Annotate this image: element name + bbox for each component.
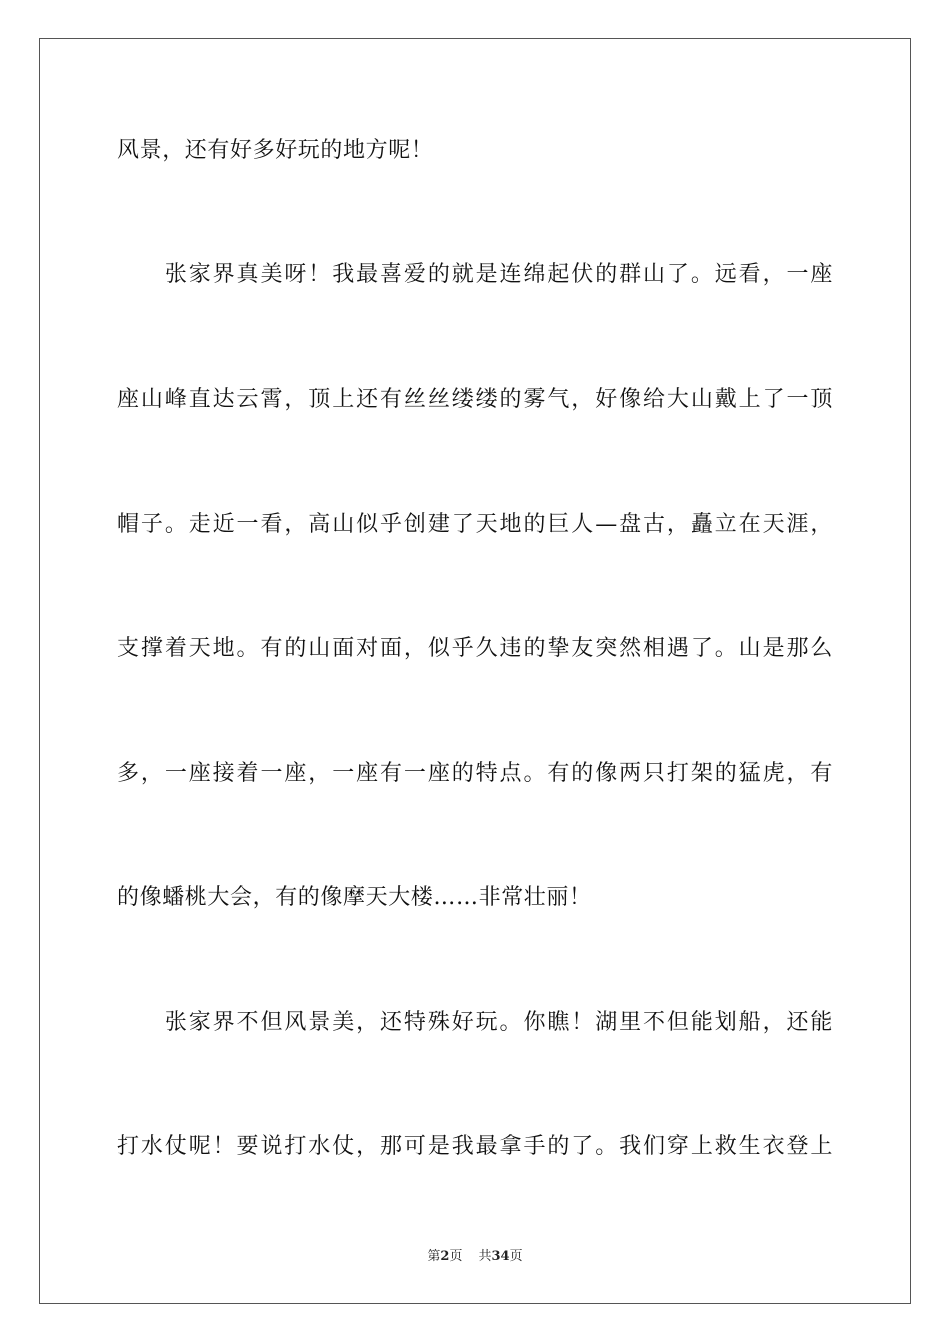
text-line-9: 打水仗呢！要说打水仗，那可是我最拿手的了。我们穿上救生衣登上 <box>117 1134 833 1159</box>
footer-page-prefix: 第 <box>427 1249 441 1264</box>
text-line-3: 座山峰直达云霄，顶上还有丝丝缕缕的雾气，好像给大山戴上了一顶 <box>117 387 833 412</box>
footer-page-suffix: 页 <box>449 1249 463 1264</box>
text-line-1: 风景，还有好多好玩的地方呢！ <box>117 138 434 163</box>
footer-page-number: 2 <box>440 1249 450 1264</box>
text-line-7: 的像蟠桃大会，有的像摩天大楼……非常壮丽！ <box>117 885 592 910</box>
text-line-5: 支撑着天地。有的山面对面，似乎久违的挚友突然相遇了。山是那么 <box>117 636 833 661</box>
text-line-6: 多，一座接着一座，一座有一座的特点。有的像两只打架的猛虎，有 <box>117 761 833 786</box>
page-frame <box>39 38 911 1304</box>
page-footer <box>0 1248 950 1266</box>
footer-total-suffix: 页 <box>509 1249 523 1264</box>
text-line-8: 张家界不但风景美，还特殊好玩。你瞧！湖里不但能划船，还能 <box>117 1010 833 1035</box>
text-line-4: 帽子。走近一看，高山似乎创建了天地的巨人—盘古，矗立在天涯， <box>117 512 833 537</box>
text-line-2: 张家界真美呀！我最喜爱的就是连绵起伏的群山了。远看，一座 <box>117 262 833 287</box>
footer-total-pages: 34 <box>491 1249 510 1264</box>
footer-total-prefix: 共 <box>478 1249 492 1264</box>
